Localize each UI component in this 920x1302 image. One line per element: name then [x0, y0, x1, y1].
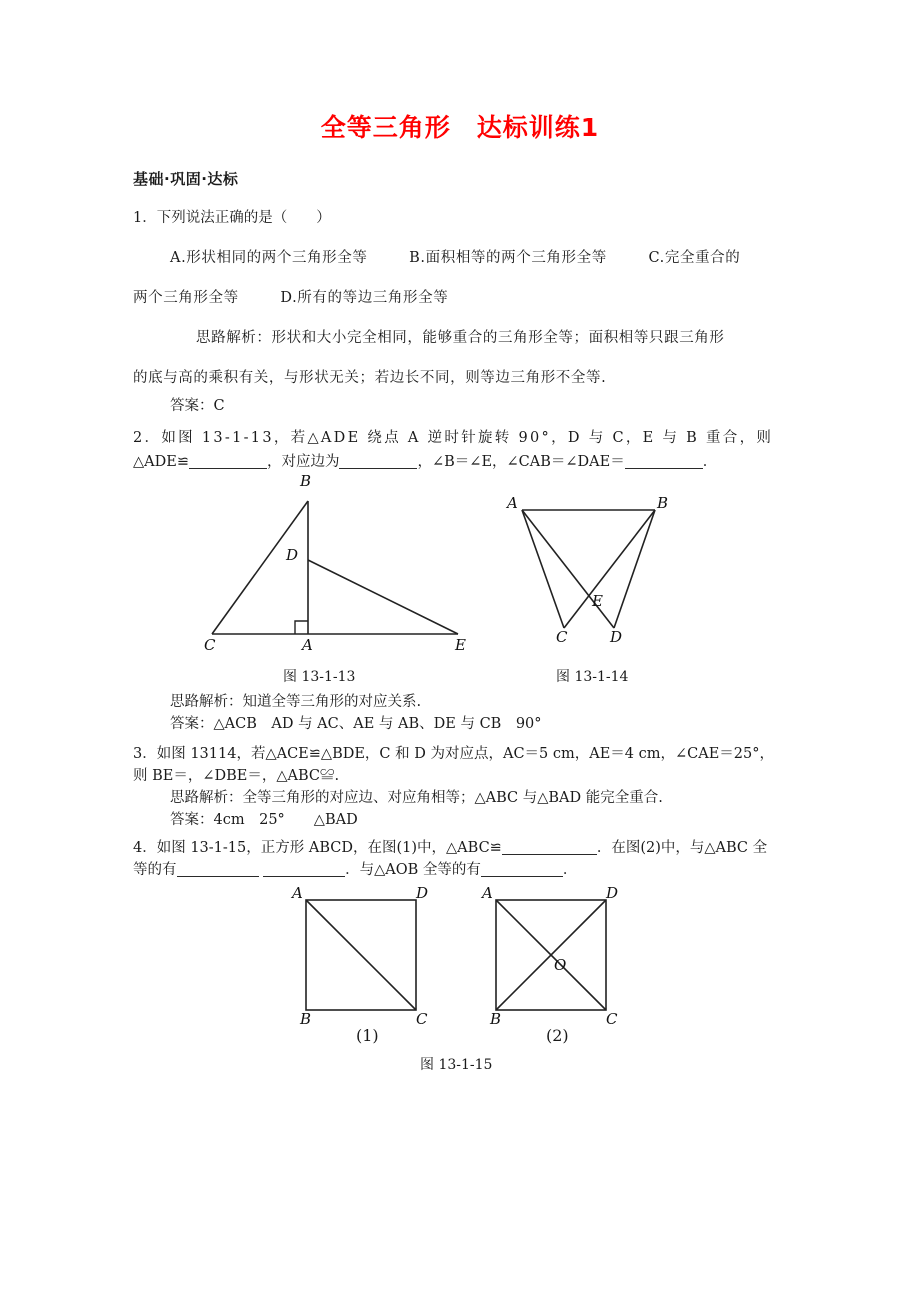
q2-stem-part-d: ． [702, 454, 718, 470]
fig15-sub-label-1: (1) [356, 1026, 379, 1045]
q1-options-line1: A.形状相同的两个三角形全等 B.面积相等的两个三角形全等 C.完全重合的 [170, 250, 741, 266]
fig15b-label-D: D [606, 884, 619, 902]
fig15a-label-D: D [416, 884, 429, 902]
q4-stem-line2 [133, 860, 577, 880]
q3-stem-line1: 3．如图 13114，若△ACE≌△BDE，C 和 D 为对应点，AC＝5 cm，AE＝4 cm，∠CAE＝25°， [133, 746, 775, 762]
caption-13-1-15: 图 13-1-15 [420, 1057, 493, 1073]
page-title: 全等三角形 达标训练1 [320, 113, 600, 142]
fig14-label-E: E [592, 592, 603, 610]
caption-13-1-14: 图 13-1-14 [556, 669, 629, 685]
figure-13-1-13 [190, 472, 480, 658]
fig14-label-B: B [657, 494, 669, 512]
fig13-label-A: A [302, 636, 313, 654]
q4-blank-4[interactable] [481, 876, 563, 877]
fig13-label-C: C [204, 636, 216, 654]
q4-blank-3[interactable] [263, 876, 345, 877]
q4-stem-line1 [133, 838, 767, 858]
q3-answer: 答案：4cm 25° △BAD [170, 812, 358, 828]
q1-options-line2: 两个三角形全等 D.所有的等边三角形全等 [133, 290, 449, 306]
fig14-label-C: C [556, 628, 568, 646]
q4-stem-part-e: ． [562, 862, 578, 878]
q2-blank-3[interactable] [625, 468, 703, 469]
figure-13-1-15-part1 [288, 884, 433, 1028]
section-heading: 基础·巩固·达标 [133, 170, 239, 188]
fig15a-label-C: C [416, 1010, 428, 1028]
fig15b-label-O: O [554, 956, 567, 974]
q1-stem: 1．下列说法正确的是（ ） [133, 210, 331, 226]
caption-13-1-13: 图 13-1-13 [283, 669, 356, 685]
fig14-label-A: A [507, 494, 518, 512]
fig14-label-D: D [610, 628, 623, 646]
q2-stem-part-a: △ADE≌ [133, 454, 189, 470]
q4-stem-part-a: 4．如图 13-1-15，正方形 ABCD，在图(1)中，△ABC≌ [133, 840, 502, 856]
figure-13-1-15-part2 [478, 884, 623, 1028]
q2-stem-line2 [133, 452, 717, 472]
q2-blank-1[interactable] [189, 468, 267, 469]
fig13-label-E: E [455, 636, 466, 654]
fig13-label-D: D [286, 546, 299, 564]
fig13-label-B: B [300, 472, 312, 490]
q1-analysis-line2: 的底与高的乘积有关，与形状无关；若边长不同，则等边三角形不全等. [133, 370, 607, 386]
q2-answer: 答案：△ACB AD 与 AC、AE 与 AB、DE 与 CB 90° [170, 716, 542, 732]
fig15a-label-B: B [300, 1010, 312, 1028]
q2-blank-2[interactable] [339, 468, 417, 469]
q1-answer: 答案：C [170, 398, 225, 414]
q4-blank-1[interactable] [502, 854, 597, 855]
q2-stem-part-c: ，∠B＝∠E，∠CAB＝∠DAE＝ [417, 454, 625, 470]
q2-stem-line1: 2．如图 13-1-13，若△ADE 绕点 A 逆时针旋转 90°，D 与 C，E 与 B 重合，则 [133, 430, 774, 446]
fig15b-label-A: A [482, 884, 493, 902]
q2-analysis: 思路解析：知道全等三角形的对应关系. [170, 694, 422, 710]
fig15b-label-B: B [490, 1010, 502, 1028]
fig15b-label-C: C [606, 1010, 618, 1028]
fig15a-label-A: A [292, 884, 303, 902]
q1-analysis-line1: 思路解析：形状和大小完全相同，能够重合的三角形全等；面积相等只跟三角形 [196, 330, 725, 346]
q2-stem-part-b: ，对应边为 [266, 454, 340, 470]
q4-stem-part-b: ．在图(2)中，与△ABC 全 [596, 840, 768, 856]
q3-stem-line2: 则 BE＝，∠DBE＝，△ABC≌. [133, 768, 340, 784]
q4-stem-part-c: 等的有 [133, 862, 177, 878]
q4-blank-2[interactable] [177, 876, 259, 877]
fig15-sub-label-2: (2) [546, 1026, 569, 1045]
figure-13-1-14 [500, 488, 680, 658]
q3-analysis: 思路解析：全等三角形的对应边、对应角相等；△ABC 与△BAD 能完全重合. [170, 790, 663, 806]
q4-stem-part-d: ．与△AOB 全等的有 [345, 862, 481, 878]
